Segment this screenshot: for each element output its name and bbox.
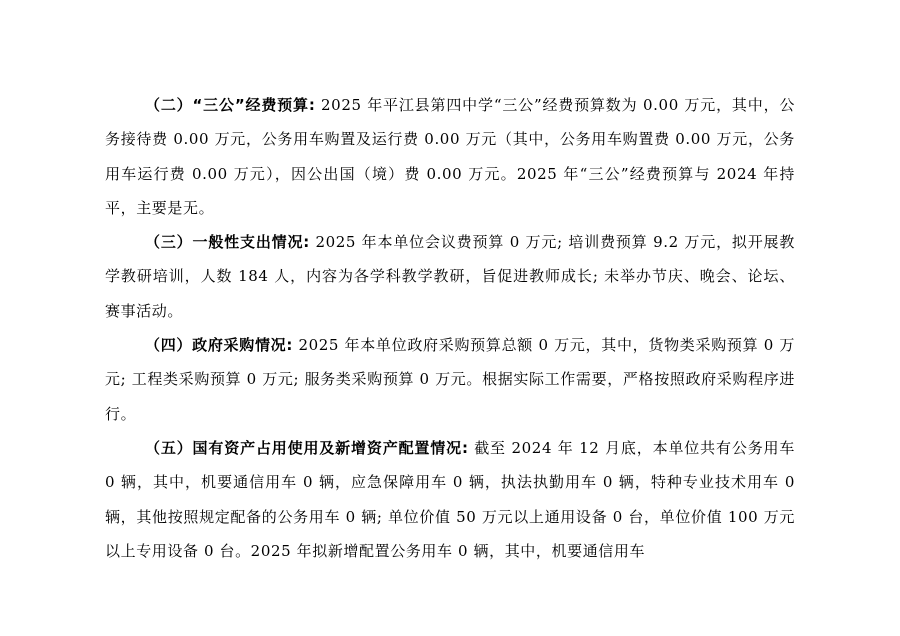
paragraph-state-assets [105,431,795,568]
paragraph-heading: （二）“三公”经费预算: [145,96,316,114]
paragraph-text: 2025 年本单位政府采购预算总额 0 万元，其中，货物类采购预算 0 万元; 工程类采购预算 0 万元; 服务类采购预算 0 万元。根据实际工作需要，严格按照政府采购程序进行。 [105,336,796,423]
paragraph-text: 2025 年本单位会议费预算 0 万元; 培训费预算 9.2 万元，拟开展教学教研培训，人数 184 人，内容为各学科教学教研，旨促进教师成长; 未举办节庆、晚会、论坛、赛事活动。 [105,233,795,320]
paragraph-government-procurement [105,328,795,431]
paragraph-general-expenditure [105,225,795,328]
paragraph-heading: （三）一般性支出情况: [145,233,310,252]
paragraph-text: 截至 2024 年 12 月底，本单位共有公务用车 0 辆，其中，机要通信用车 0 辆，应急保障用车 0 辆，执法执勤用车 0 辆，特种专业技术用车 0 辆，其他按照规定配备的公务用车 0 辆; 单位价值 50 万元以上通用设备 0 台，单位价值 100 万元以上专用设备 0 台。2025 年拟新增配置公务用车 0 辆，其中，机要通信用车 [105,438,796,560]
paragraph-text: 2025 年平江县第四中学“三公”经费预算数为 0.00 万元，其中，公务接待费 0.00 万元，公务用车购置及运行费 0.00 万元（其中，公务用车购置费 0.00 万元，公务用车运行费 0.00 万元），因公出国（境）费 0.00 万元。2025 年“三公”经费预算与 2024 年持平，主要是无。 [105,96,796,217]
paragraph-heading: （四）政府采购情况: [145,336,293,355]
paragraph-sangong-budget [105,88,795,225]
document-body [105,88,795,568]
paragraph-heading: （五）国有资产占用使用及新增资产配置情况: [145,438,469,457]
